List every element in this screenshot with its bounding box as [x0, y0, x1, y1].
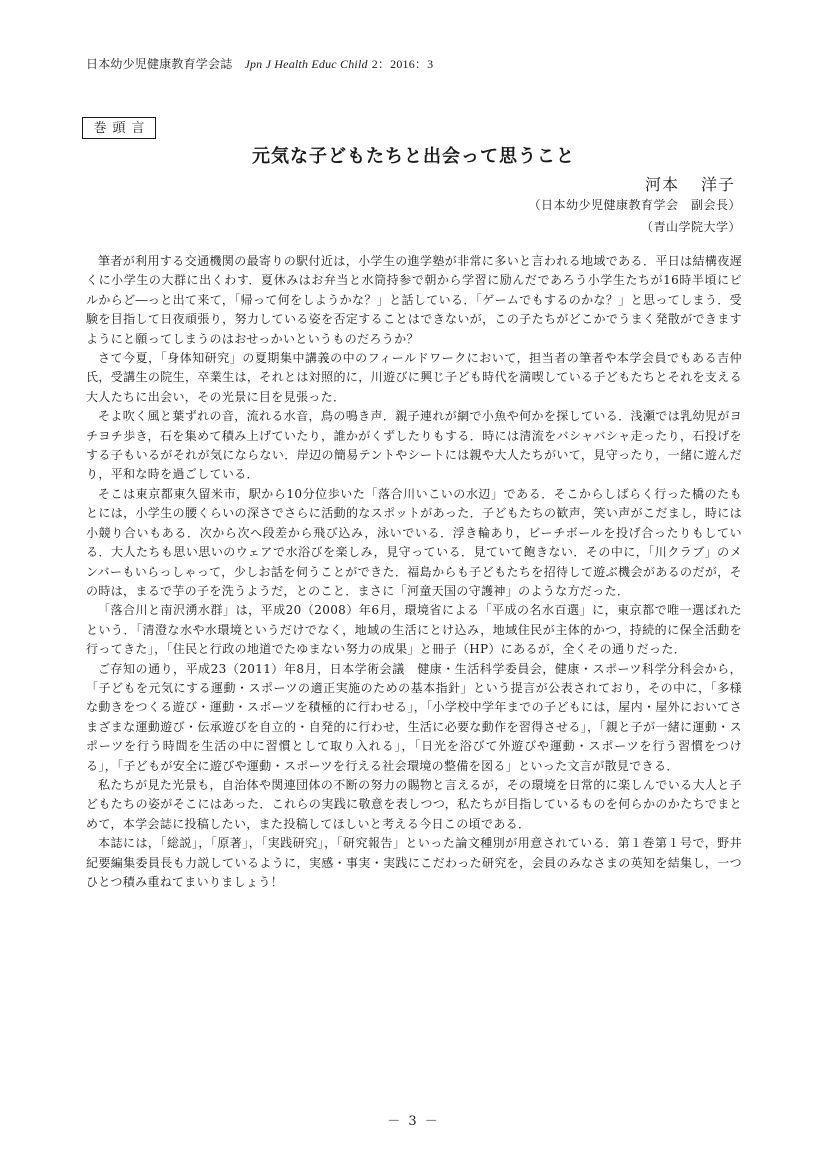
- journal-name: Jpn J Health Educ Child: [244, 57, 368, 71]
- paragraph: ご存知の通り，平成23（2011）年8月，日本学術会議 健康・生活科学委員会，健康・スポーツ科学分科会から，「子どもを元気にする運動・スポーツの適正実施のための基本指針」という提言が公表されており，その中に，「多様な動きをつくる遊び・運動・スポーツを積極的に行わせる」，「小学校中学年までの子どもには，屋内・屋外においてさまざまな運動遊び・伝承遊びを自立的・自発的に行わせ，生活に必要な動作を習得させる」，「親と子が一緒に運動・スポーツを行う時間を生活の中に習慣として取り入れる」，「日光を浴びて外遊びや運動・スポーツを行う習慣をつける」，「子どもが安全に遊びや運動・スポーツを行える社会環境の整備を図る」といった文言が散見できる．: [86, 661, 742, 773]
- paragraph: 「落合川と南沢湧水群」は，平成20（2008）年6月，環境省による「平成の名水百選」に，東京都で唯一選ばれたという．「清澄な水や水環境というだけでなく，地域の生活にとけ込み，地域住民が主体的かつ，持続的に保全活動を行ってきた」，「住民と行政の地道でたゆまない努力の成果」と冊子（HP）にあるが，全くその通りだった．: [86, 603, 742, 657]
- paragraph: 私たちが見た光景も，自治体や関連団体の不断の努力の賜物と言えるが，その環境を日常的に楽しんでいる大人と子どもたちの姿がそこにはあった．これらの実践に敬意を表しつつ，私たちが目指しているものを何らかのかたちでまとめて，本学会誌に投稿したい，また投稿してほしいと考える今日この頃である．: [86, 777, 742, 831]
- author-name: [645, 172, 735, 195]
- paragraph: そこは東京都東久留米市，駅から10分位歩いた「落合川いこいの水辺」である．そこからしばらく行った橋のたもとには，小学生の腰くらいの深さでさらに活動的なスポットがあった．子どもたちの歓声，笑い声がこだまし，時には小競り合いもある．次から次へ段差から飛び込み，泳いでいる．浮き輪あり，ビーチボールを投げ合ったりもしている．大人たちも思い思いのウェアで水浴びを楽しみ，見守っている．見ていて飽きない．その中に，「川クラブ」のメンバーもいらっしゃって，少しお話を伺うことができた．福島からも子どもたちを招待して遊ぶ機会があるのだが，その時は，まるで芋の子を洗うようだ，とのこと．まさに「河童天国の守護神」のような方だった．: [86, 486, 742, 598]
- author-affiliation-university: （青山学院大学）: [640, 220, 741, 234]
- paragraph: さて今夏，「身体知研究」の夏期集中講義の中のフィールドワークにおいて，担当者の筆者や本学会員でもある吉仲氏，受講生の院生，卒業生は，それとは対照的に，川遊びに興じ子ども時代を満喫している子どもたちとそれを支える大人たちに出会い，その光景に目を見張った．: [86, 351, 742, 404]
- page-number: － 3 －: [387, 1114, 440, 1129]
- paragraph: 本誌には，「総説」，「原著」，「実践研究」，「研究報告」といった論文種別が用意されている．第１巻第１号で，野井紀要編集委員長も力説しているように，実感・事実・実践にこだわった研究を，会員のみなさまの英知を結集し，一つひとつ積み重ねてまいりましょう！: [86, 836, 742, 889]
- society-name: 日本幼少児健康教育学会誌: [86, 57, 233, 71]
- author-family-name: 河本: [644, 175, 679, 194]
- section-label: 巻頭言: [82, 117, 156, 139]
- paragraph: そよ吹く風と葉ずれの音，流れる水音，鳥の鳴き声．親子連れが網で小魚や何かを探している．浅瀬では乳幼児がヨチヨチ歩き，石を集めて積み上げていたり，誰かがくずしたりもする．時には清流をバシャバシャ走ったり，石投げをする子もいるがそれが気にならない．岸辺の簡易テントやシートには親や大人たちがいて，見守ったり，一緒に遊んだり，平和な時を過ごしている．: [86, 409, 742, 482]
- author-affiliation-society: （日本幼少児健康教育学会 副会長）: [528, 198, 741, 212]
- article-title: 元気な子どもたちと出会って思うこと: [252, 146, 575, 167]
- author-given-name: 洋子: [700, 175, 735, 194]
- volume-info: 2：2016：3: [371, 57, 434, 71]
- running-header: [86, 55, 433, 72]
- paragraph: 筆者が利用する交通機関の最寄りの駅付近は，小学生の進学塾が非常に多いと言われる地域である．平日は結構夜遅くに小学生の大群に出くわす．夏休みはお弁当と水筒持参で朝から学習に励んだであろう小学生たちが16時半頃にビルからど―っと出て来て，「帰って何をしようかな？」と話している．「ゲームでもするのかな？」と思ってしまう．受験を目指して日夜頑張り，努力している姿を否定することはできないが，この子たちがどこかでうまく発散ができますようにと願ってしまうのはおせっかいというものだろうか？: [86, 254, 742, 346]
- article-body: [86, 252, 742, 892]
